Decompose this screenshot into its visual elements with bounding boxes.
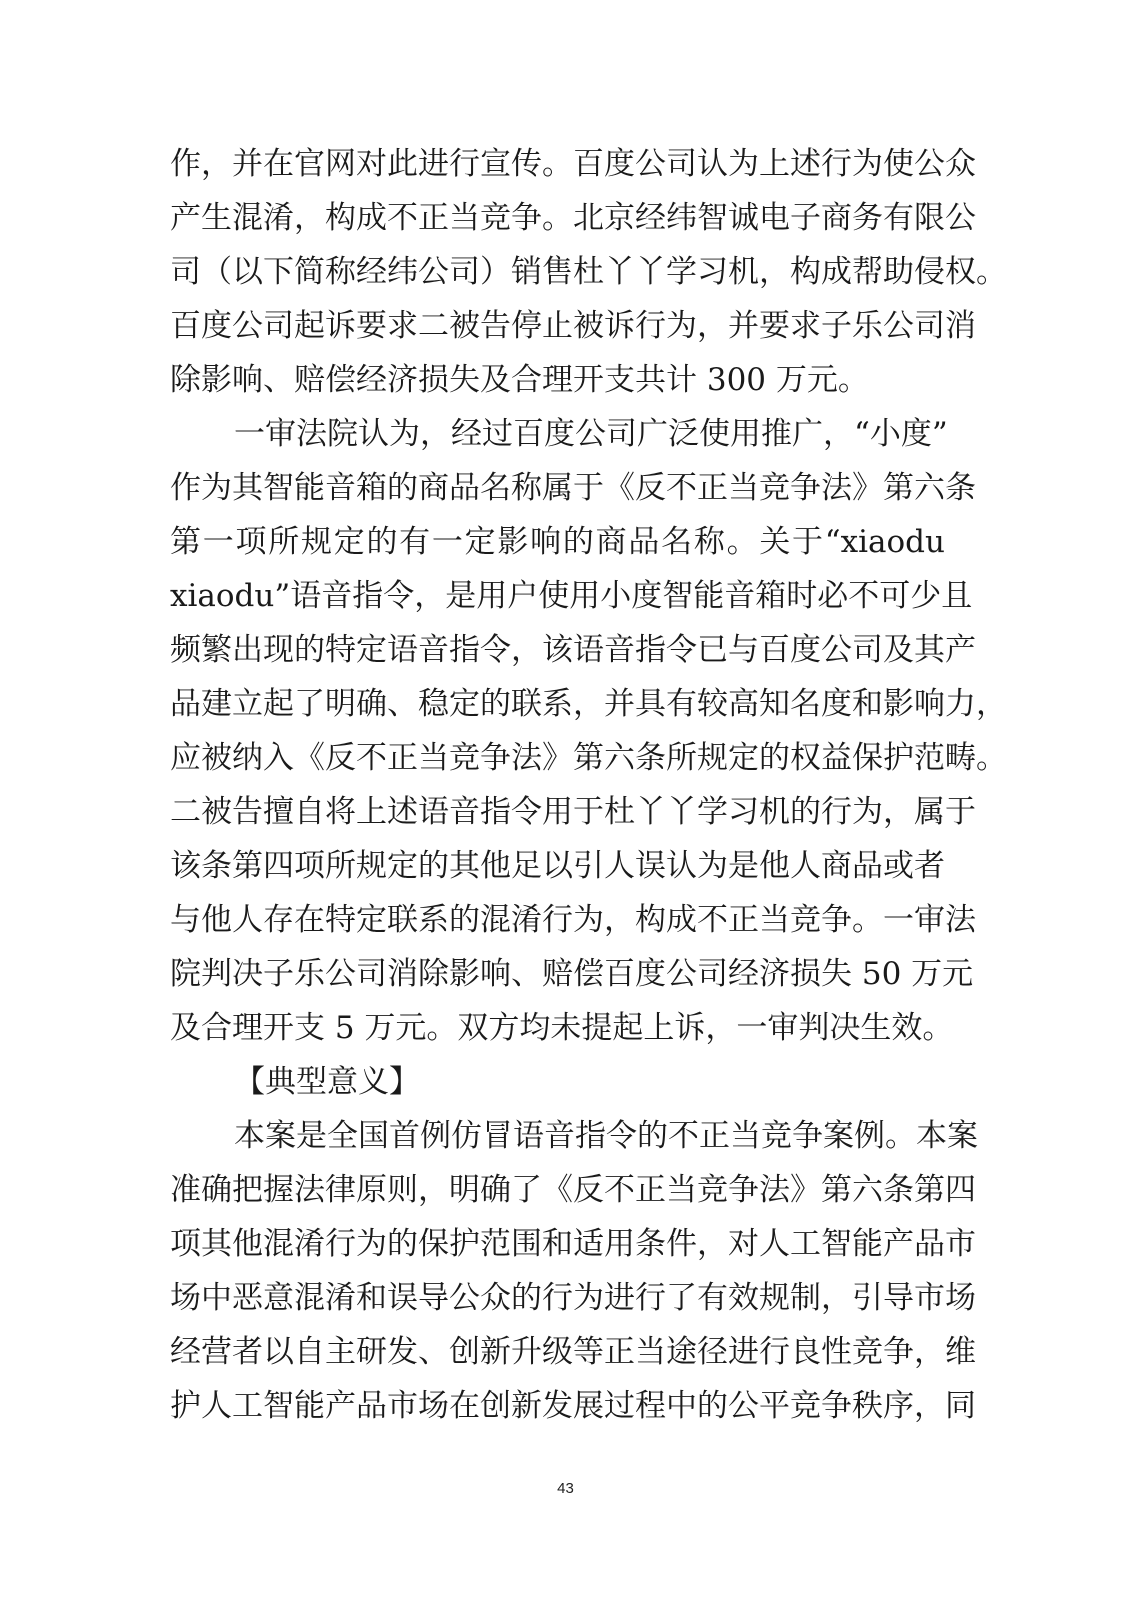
body-text-line: 护人工智能产品市场在创新发展过程中的公平竞争秩序，同 (170, 1388, 976, 1424)
body-text-line: 司（以下简称经纬公司）销售杜丫丫学习机，构成帮助侵权。 (170, 254, 1007, 290)
body-text-line: 与他人存在特定联系的混淆行为，构成不正当竞争。一审法 (170, 902, 976, 938)
body-text-line: 及合理开支 5 万元。双方均未提起上诉，一审判决生效。 (170, 1010, 954, 1046)
body-text-line: 院判决子乐公司消除影响、赔偿百度公司经济损失 50 万元 (170, 956, 974, 992)
paragraph-first-line: 一审法院认为，经过百度公司广泛使用推广，“小度” (234, 416, 948, 452)
section-heading: 【典型意义】 (234, 1064, 420, 1100)
body-text-line: 百度公司起诉要求二被告停止被诉行为，并要求子乐公司消 (170, 308, 976, 344)
body-text-line: 该条第四项所规定的其他足以引人误认为是他人商品或者 (170, 848, 945, 884)
body-text-line: 品建立起了明确、稳定的联系，并具有较高知名度和影响力， (170, 686, 1007, 722)
body-text-line: 产生混淆，构成不正当竞争。北京经纬智诚电子商务有限公 (170, 200, 976, 236)
body-text-line: 经营者以自主研发、创新升级等正当途径进行良性竞争，维 (170, 1334, 976, 1370)
body-text-line: xiaodu”语音指令，是用户使用小度智能音箱时必不可少且 (170, 578, 973, 614)
body-text-line: 作为其智能音箱的商品名称属于《反不正当竞争法》第六条 (170, 470, 976, 506)
body-text-line: 频繁出现的特定语音指令，该语音指令已与百度公司及其产 (170, 632, 976, 668)
body-text-line: 项其他混淆行为的保护范围和适用条件，对人工智能产品市 (170, 1226, 976, 1262)
body-text-line: 应被纳入《反不正当竞争法》第六条所规定的权益保护范畴。 (170, 740, 1007, 776)
body-text-line: 场中恶意混淆和误导公众的行为进行了有效规制，引导市场 (170, 1280, 976, 1316)
body-text-line: 作，并在官网对此进行宣传。百度公司认为上述行为使公众 (170, 146, 976, 182)
body-text-line: 除影响、赔偿经济损失及合理开支共计 300 万元。 (170, 362, 869, 398)
paragraph-first-line: 本案是全国首例仿冒语音指令的不正当竞争案例。本案 (234, 1118, 978, 1154)
body-text-line: 二被告擅自将上述语音指令用于杜丫丫学习机的行为，属于 (170, 794, 976, 830)
body-text-line: 准确把握法律原则，明确了《反不正当竞争法》第六条第四 (170, 1172, 976, 1208)
page-number: 43 (557, 1480, 574, 1497)
body-text-line: 第一项所规定的有一定影响的商品名称。关于“xiaodu (170, 524, 945, 560)
